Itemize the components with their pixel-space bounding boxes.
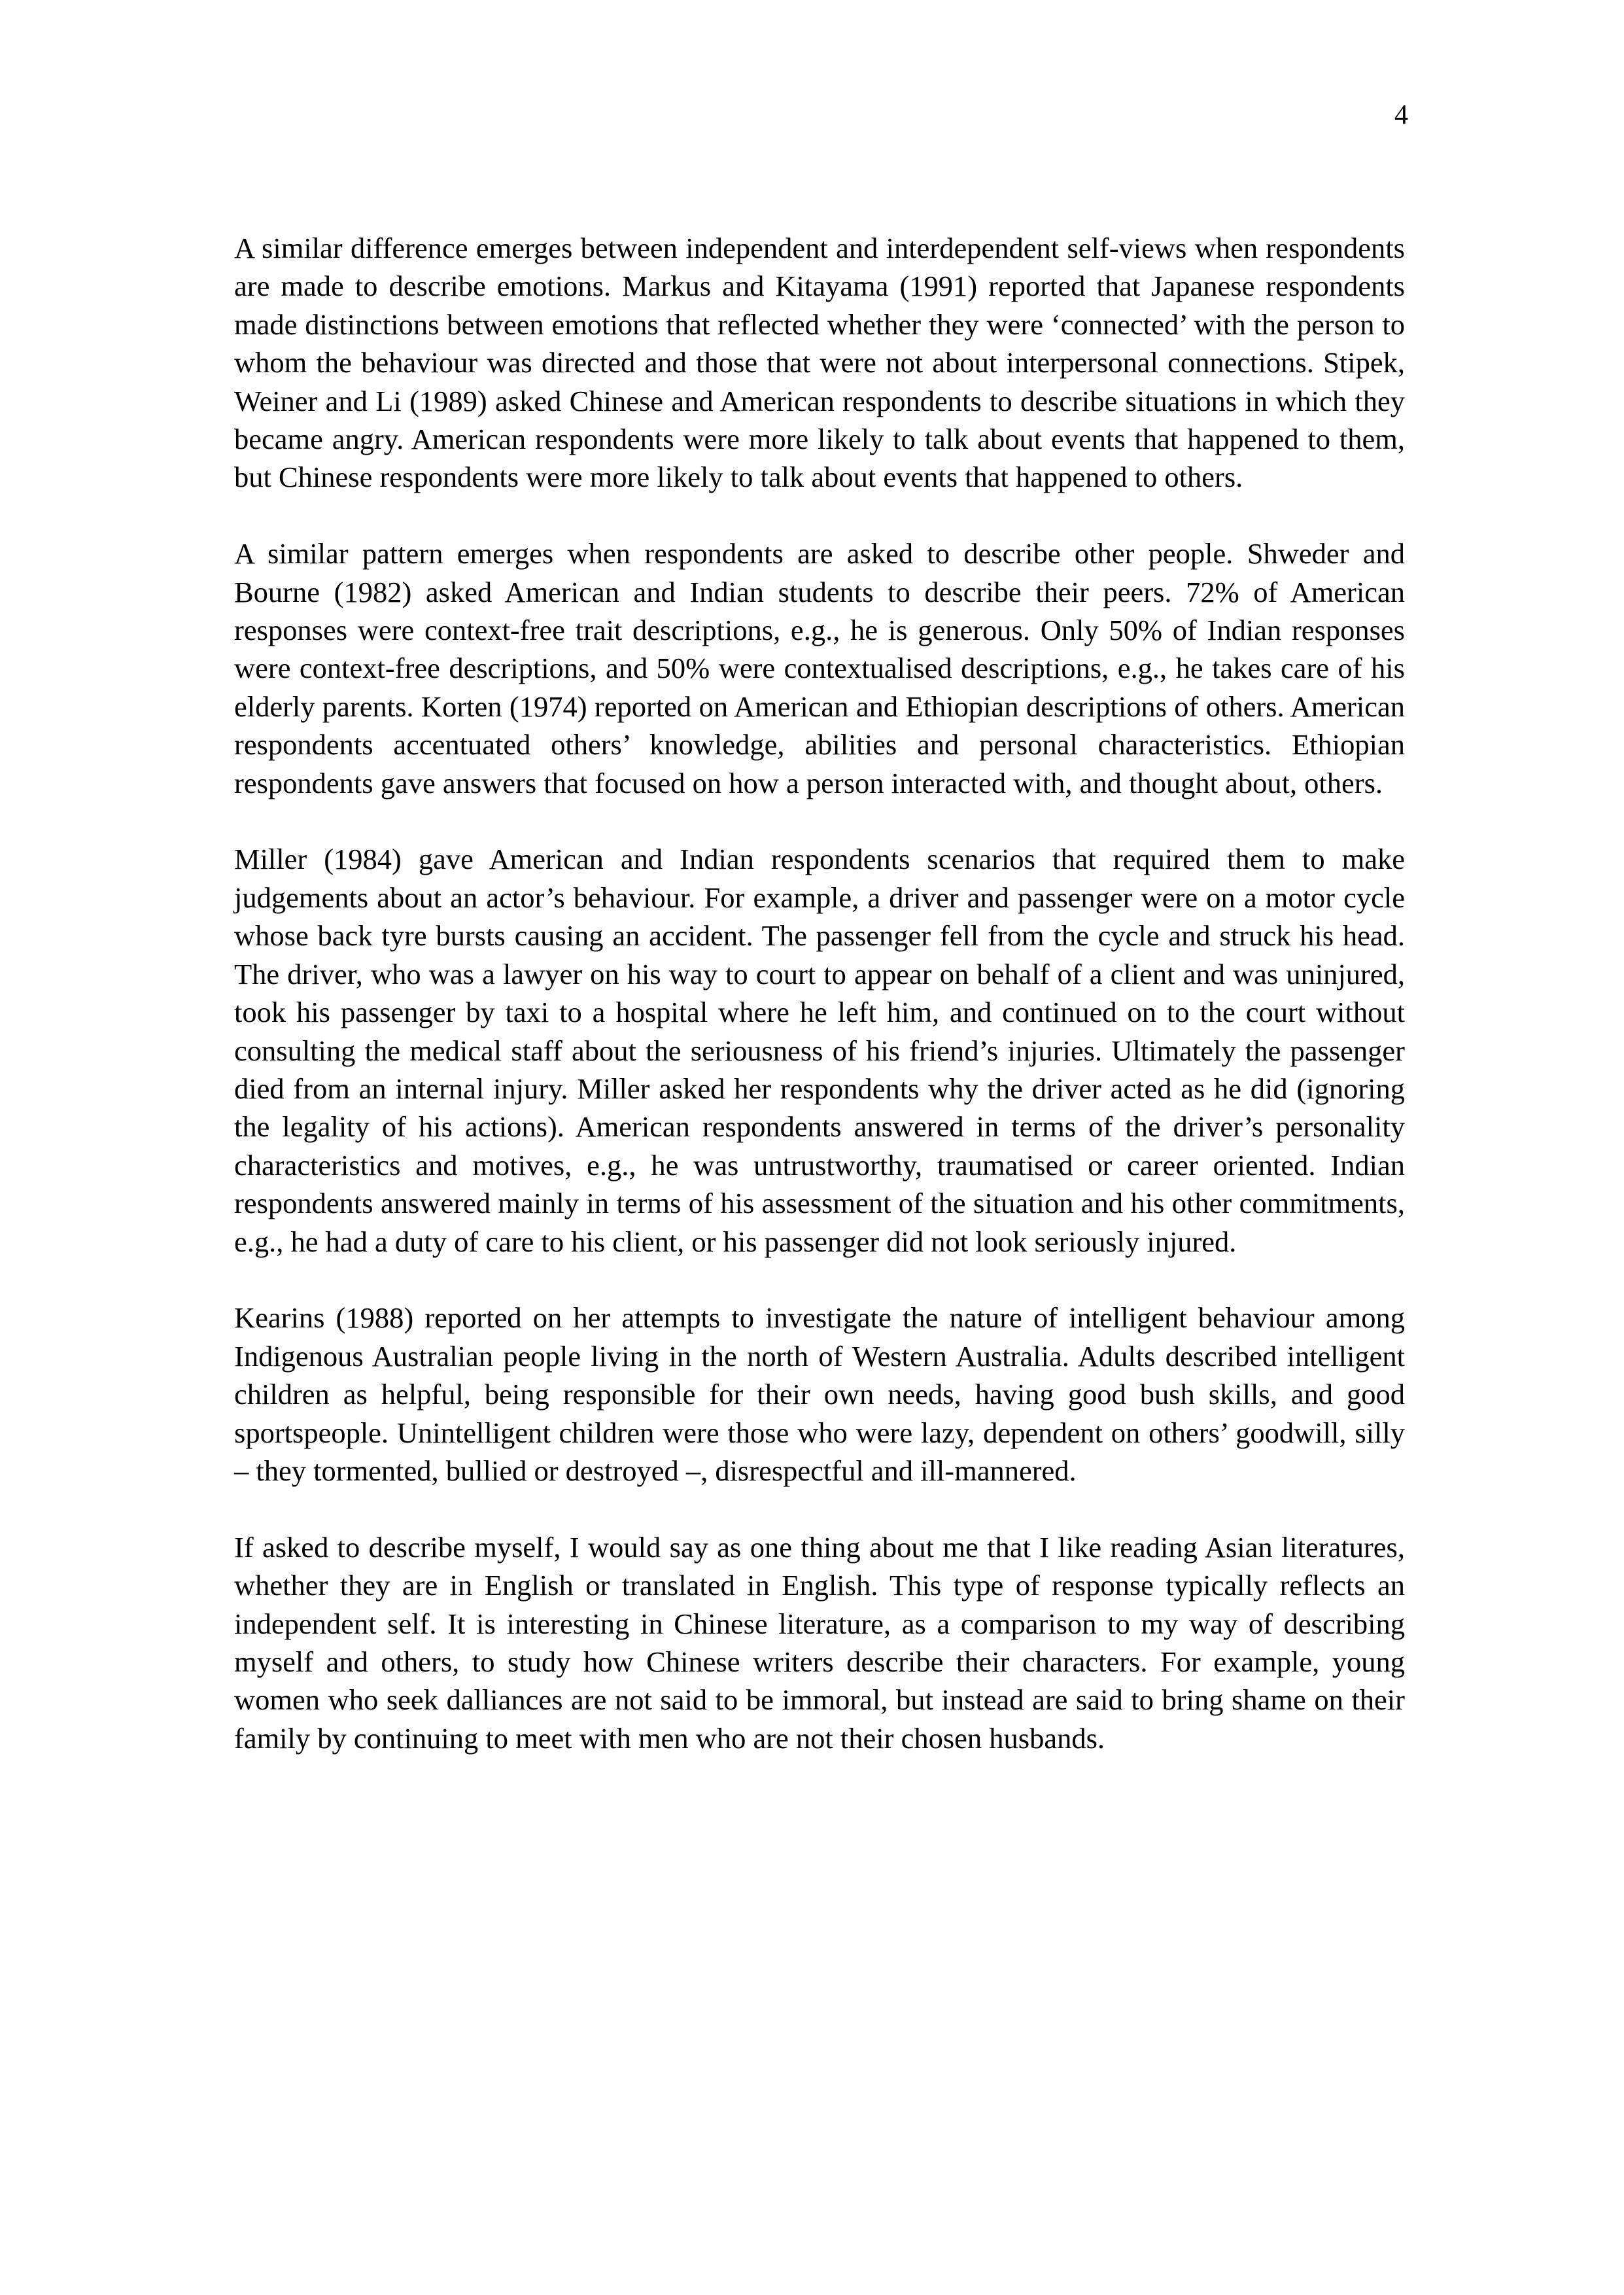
body-text: [234, 229, 1405, 1757]
page-number: 4: [1394, 100, 1408, 130]
paragraph-miller-study: Miller (1984) gave American and Indian respondents scenarios that required them to make judgements about an actor’s behaviour. For example, a driver and passenger were on a motor cycle whose back tyre bursts causing an accident. The passenger fell from the cycle and struck his head. The driver, who was a lawyer on his way to court to appear on behalf of a client and was uninjured, took his passenger by taxi to a hospital where he left him, and continued on to the court without consulting the medical staff about the seriousness of his friend’s injuries. Ultimately the passenger died from an internal injury. Miller asked her respondents why the driver acted as he did (ignoring the legality of his actions). American respondents answered in terms of the driver’s personality characteristics and motives, e.g., he was untrustworthy, traumatised or career oriented. Indian respondents answered mainly in terms of his assessment of the situation and his other commitments, e.g., he had a duty of care to his client, or his passenger did not look seriously injured.: [234, 843, 1405, 1258]
paragraph-emotions: A similar difference emerges between independent and interdependent self-views when respondents are made to describe emotions. Markus and Kitayama (1991) reported that Japanese respondents made distinctions between emotions that reflected whether they were ‘connected’ with the person to whom the behaviour was directed and those that were not about interpersonal connections. Stipek, Weiner and Li (1989) asked Chinese and American respondents to describe situations in which they became angry. American respondents were more likely to talk about events that happened to them, but Chinese respondents were more likely to talk about events that happened to others.: [234, 232, 1405, 494]
paragraph-kearins-study: Kearins (1988) reported on her attempts to investigate the nature of intelligent behaviour among Indigenous Australian people living in the north of Western Australia. Adults described intelligent children as helpful, being responsible for their own needs, having good bush skills, and good sportspeople. Unintelligent children were those who were lazy, dependent on others’ goodwill, silly – they tormented, bullied or destroyed –, disrespectful and ill-mannered.: [234, 1301, 1405, 1487]
paragraph-self-description: If asked to describe myself, I would say as one thing about me that I like reading Asian literatures, whether they are in English or translated in English. This type of response typically reflects an independent self. It is interesting in Chinese literature, as a comparison to my way of describing myself and others, to study how Chinese writers describe their characters. For example, young women who seek dalliances are not said to be immoral, but instead are said to bring shame on their family by continuing to meet with men who are not their chosen husbands.: [234, 1530, 1405, 1755]
paragraph-describing-others: A similar pattern emerges when respondents are asked to describe other people. Shweder and Bourne (1982) asked American and Indian students to describe their peers. 72% of American responses were context-free trait descriptions, e.g., he is generous. Only 50% of Indian responses were context-free descriptions, and 50% were contextualised descriptions, e.g., he takes care of his elderly parents. Korten (1974) reported on American and Ethiopian descriptions of others. American respondents accentuated others’ knowledge, abilities and personal characteristics. Ethiopian respondents gave answers that focused on how a person interacted with, and thought about, others.: [234, 537, 1405, 799]
